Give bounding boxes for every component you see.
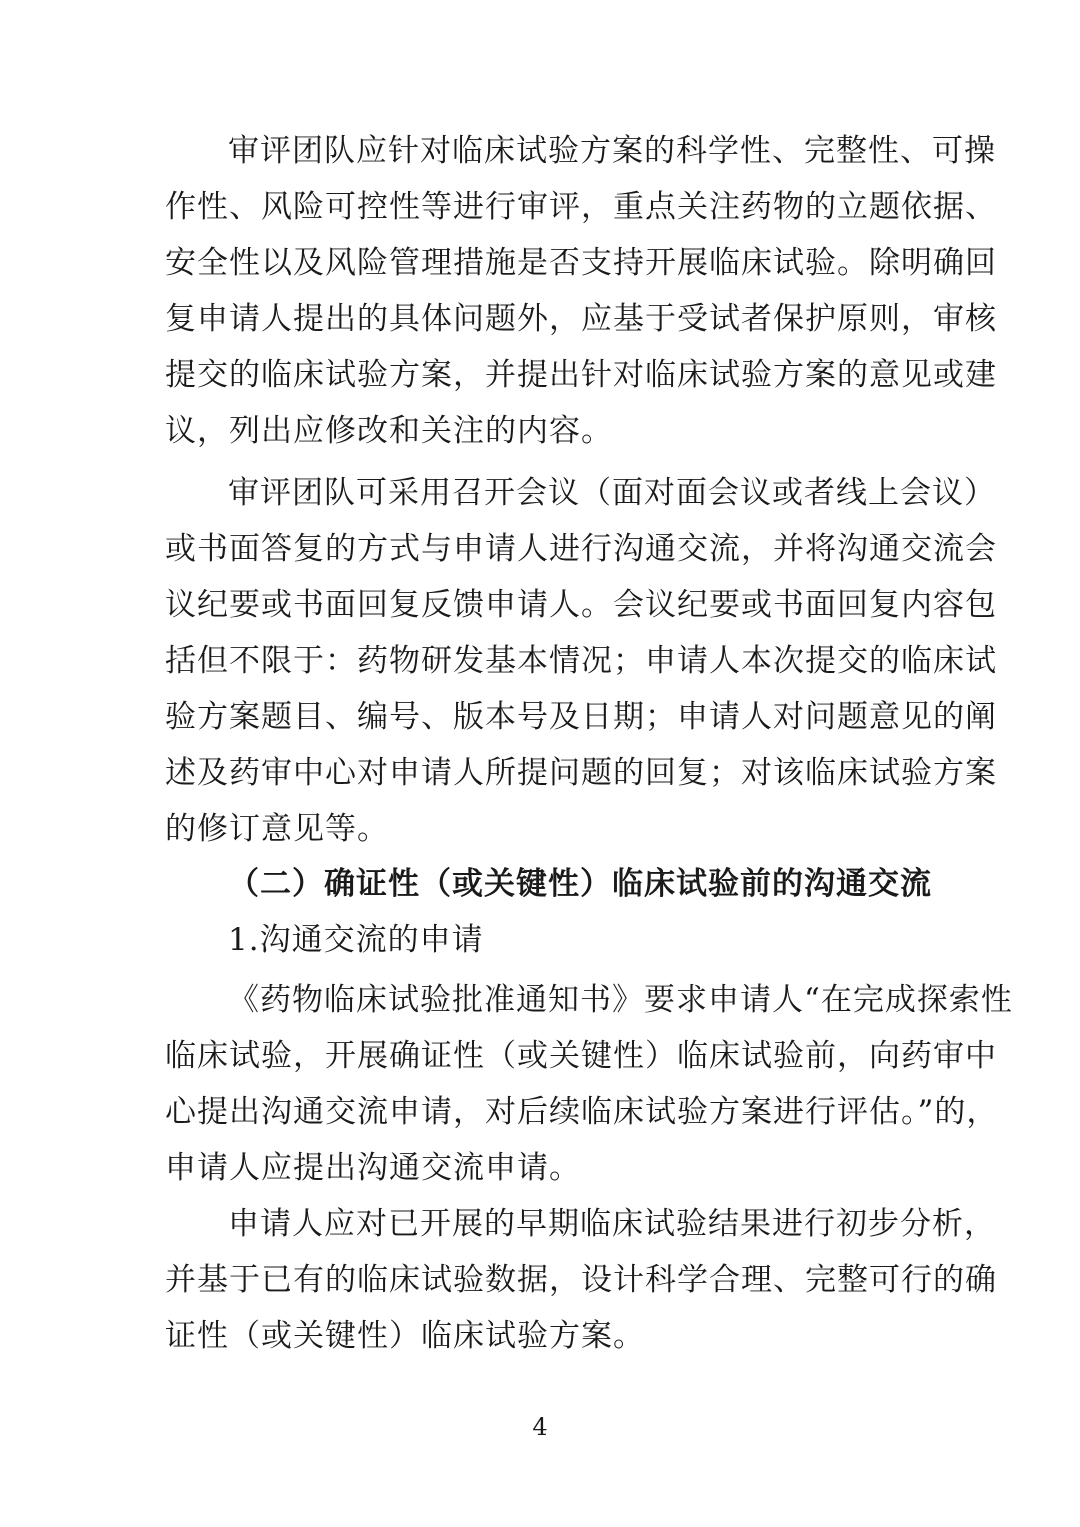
paragraph-3-line-2: 临床试验，开展确证性（或关键性）临床试验前，向药审中 (165, 1038, 997, 1074)
paragraph-4-line-2: 并基于已有的临床试验数据，设计科学合理、完整可行的确 (165, 1262, 997, 1298)
paragraph-1-line-2: 作性、风险可控性等进行审评，重点关注药物的立题依据、 (165, 189, 997, 225)
section-heading: （二）确证性（或关键性）临床试验前的沟通交流 (228, 866, 932, 902)
paragraph-3-line-3: 心提出沟通交流申请，对后续临床试验方案进行评估。”的， (165, 1094, 999, 1130)
paragraph-2-line-3: 议纪要或书面回复反馈申请人。会议纪要或书面回复内容包 (165, 587, 997, 623)
paragraph-1-line-6: 议，列出应修改和关注的内容。 (165, 413, 613, 449)
paragraph-2-line-4: 括但不限于：药物研发基本情况；申请人本次提交的临床试 (165, 643, 997, 679)
paragraph-4-line-1: 申请人应对已开展的早期临床试验结果进行初步分析， (228, 1206, 996, 1242)
paragraph-2-line-1: 审评团队可采用召开会议（面对面会议或者线上会议） (228, 475, 996, 511)
paragraph-3-line-1: 《药物临床试验批准通知书》要求申请人“在完成探索性 (228, 982, 1013, 1018)
paragraph-1-line-4: 复申请人提出的具体问题外，应基于受试者保护原则，审核 (165, 301, 997, 337)
paragraph-3-line-4: 申请人应提出沟通交流申请。 (165, 1150, 581, 1186)
paragraph-4-line-3: 证性（或关键性）临床试验方案。 (165, 1318, 645, 1354)
paragraph-1-line-1: 审评团队应针对临床试验方案的科学性、完整性、可操 (228, 133, 996, 169)
paragraph-1-line-3: 安全性以及风险管理措施是否支持开展临床试验。除明确回 (165, 245, 997, 281)
paragraph-2-line-5: 验方案题目、编号、版本号及日期；申请人对问题意见的阐 (165, 699, 997, 735)
subsection-heading: 1.沟通交流的申请 (228, 922, 484, 958)
paragraph-2-line-6: 述及药审中心对申请人所提问题的回复；对该临床试验方案 (165, 755, 997, 791)
paragraph-1-line-5: 提交的临床试验方案，并提出针对临床试验方案的意见或建 (165, 357, 997, 393)
paragraph-2-line-7: 的修订意见等。 (165, 811, 389, 847)
page-number: 4 (532, 1413, 548, 1441)
paragraph-2-line-2: 或书面答复的方式与申请人进行沟通交流，并将沟通交流会 (165, 531, 997, 567)
